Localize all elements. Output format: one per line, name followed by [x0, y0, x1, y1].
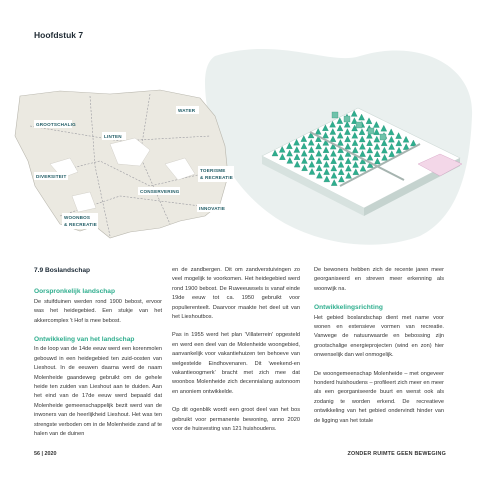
map-label-woonbos: WOONBOS	[64, 215, 91, 220]
map-label-woonbos-2: & RECREATIE	[64, 222, 97, 227]
section-title: 7.9 Boslandschap	[34, 267, 91, 274]
paragraph: De bewoners hebben zich de recente jaren meer georganiseerd en streven meer erkenning als woonwijk na.	[314, 267, 444, 292]
subheading-ontwikkelingsrichting: Ontwikkelingsrichting	[314, 304, 383, 312]
hero-illustration	[0, 46, 480, 258]
map-label-diversiteit: DIVERSITEIT	[36, 174, 67, 179]
map-label-innovatie: INNOVATIE	[199, 206, 226, 211]
page-number: 56 | 2020	[34, 451, 57, 457]
paragraph: Op dit ogenblik wordt een groot deel van het bos gebruikt voor permanente bewoning, anno 2020 voor de huisvesting van 121 huishoudens.	[172, 407, 300, 433]
paragraph: Het gebied boslandschap dient met name voor wonen en extensieve vormen van recreatie. Vanwege de natuurwaarde en bebossing zijn grootschalige energieprojecten (wind en zon) hier onwenselijk dan wel onmogelijk.	[314, 314, 444, 359]
text-column-1	[34, 266, 162, 449]
map-label-toerisme-2: & RECREATIE	[200, 175, 233, 180]
paragraph: De woongemeenschap Molenheide – met ongeveer honderd huishoudens – profileert zich meer en meer als een georganiseerde buurt en wenst ook als zodanig te worden erkend. De recreatieve ontwikkeling van het gebied ondervindt hinder van de ligging van het totale	[314, 370, 444, 424]
map-label-toerisme: TOERISME	[200, 168, 226, 173]
map-label-water: WATER	[178, 108, 196, 113]
text-column-3	[314, 266, 444, 435]
chapter-title: Hoofdstuk 7	[34, 30, 84, 40]
publication-title: ZONDER RUIMTE GEEN BEWEGING	[347, 451, 446, 457]
map-label-grootschalig: GROOTSCHALIG	[36, 122, 76, 127]
paragraph: In de loop van de 14de eeuw werd een korenmolen gebouwd in een heidegebied ten zuid-oosten van Lieshout. In de eeuwen daarna werd de naam Molenheide gaandeweg gebruikt om de gehele heide ten zuiden van Lieshout aan te duiden. Aan het eind van de 17de eeuw werd bepaald dat Molenheide gemeenschappelijk bezit werd van de inwoners van de heerlijkheid Lieshout. Het was ten strengste verboden om in de Molenheide zand af te halen van de duinen	[34, 346, 162, 438]
paragraph: De stuifduinen werden rond 1900 bebost, ervoor was het heidegebied. Een stukje van het akkercomplex 't Hof is mee bebost.	[34, 298, 162, 324]
subheading-oorspronkelijk: Oorspronkelijk landschap	[34, 288, 115, 296]
map-label-conservering: CONSERVERING	[140, 189, 180, 194]
paragraph: en de zandbergen. Dit om zandverstuivingen zo veel mogelijk te voorkomen. Het heidegebied werd rond 1900 bebost. De Ruweeuwsels is vanaf einde 19de eeuw tot ca. 1950 gebruikt voor populierenteelt. Daarvoor maakte het deel uit van het Lieshoutbos.	[172, 267, 300, 321]
text-column-2	[172, 266, 300, 444]
paragraph: Pas in 1955 werd het plan 'Villaterrein' opgesteld en werd een deel van de Molenheide woongebied, aanvankelijk voor vakantiehuizen ten behoeve van welgestelde Eindhovenaren. Dit 'weekend-en vakantieoogmerk' bracht met zich mee dat woonbos Molenheide zich decennialang autonoom en anoniem ontwikkelde.	[172, 332, 300, 395]
subheading-ontwikkeling: Ontwikkeling van het landschap	[34, 336, 135, 344]
map-label-linten: LINTEN	[104, 134, 122, 139]
